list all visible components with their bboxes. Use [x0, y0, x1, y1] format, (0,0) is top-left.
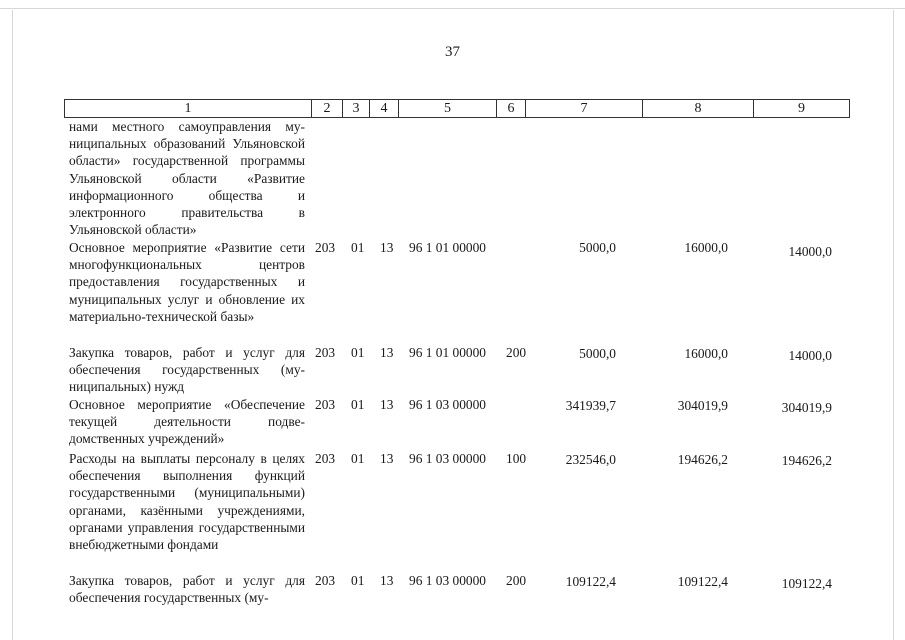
row-amount-8: 304019,9: [677, 398, 728, 413]
row-description: Основное мероприятие «Развитие сети многофункциональных центров предоставления государственных и муниципальных услуг и обновление их материально-технической базы»: [69, 240, 305, 324]
scan-edge-left: [12, 10, 13, 640]
row-amount-8: 194626,2: [677, 452, 728, 467]
row-code-subsection: 13: [380, 240, 394, 255]
row-amount-9: 194626,2: [781, 453, 832, 468]
row-amount-7: 232546,0: [565, 452, 616, 467]
row-code-section: 01: [351, 397, 365, 412]
scan-edge-right: [893, 10, 894, 640]
row-code-admin: 203: [315, 345, 336, 360]
row-amount-8: 16000,0: [684, 240, 728, 255]
row-amount-7: 341939,7: [565, 398, 616, 413]
column-header-5: 5: [399, 100, 497, 118]
row-code-type: 200: [506, 345, 527, 360]
row-code-target: 96 1 03 00000: [409, 397, 486, 412]
row-code-admin: 203: [315, 451, 336, 466]
page-number: 37: [445, 44, 460, 60]
row-code-admin: 203: [315, 573, 336, 588]
row-code-admin: 203: [315, 240, 336, 255]
column-header-9: 9: [754, 100, 850, 118]
row-amount-9: 304019,9: [781, 400, 832, 415]
column-header-8: 8: [643, 100, 754, 118]
column-header-3: 3: [343, 100, 370, 118]
row-code-section: 01: [351, 240, 365, 255]
row-amount-9: 14000,0: [788, 244, 832, 259]
row-description: Закупка товаров, работ и услуг для обеспечения государственных (му-: [69, 573, 305, 606]
row-amount-7: 109122,4: [565, 574, 616, 589]
row-description: Расходы на выплаты персоналу в целях обеспечения выполнения функций государственными (муниципальными) органами, казёнными учреждениями, органами управления государственными внебюджетными фондами: [69, 451, 305, 553]
row-code-subsection: 13: [380, 397, 394, 412]
column-header-1: 1: [65, 100, 312, 118]
row-code-subsection: 13: [380, 451, 394, 466]
row-description: Закупка товаров, работ и услуг для обеспечения государственных (муниципальных) нужд: [69, 345, 305, 395]
row-code-target: 96 1 03 00000: [409, 451, 486, 466]
row-code-subsection: 13: [380, 573, 394, 588]
scan-edge-top: [0, 8, 905, 9]
row-code-section: 01: [351, 345, 365, 360]
row-code-target: 96 1 01 00000: [409, 240, 486, 255]
row-amount-7: 5000,0: [579, 346, 616, 361]
column-header-6: 6: [497, 100, 526, 118]
row-code-section: 01: [351, 573, 365, 588]
column-header-row: [64, 99, 850, 118]
row-code-subsection: 13: [380, 345, 394, 360]
row-amount-7: 5000,0: [579, 240, 616, 255]
row-amount-9: 109122,4: [781, 576, 832, 591]
row-amount-8: 109122,4: [677, 574, 728, 589]
row-description: Основное мероприятие «Обеспечение текущей деятельности подведомственных учреждений»: [69, 397, 305, 447]
row-code-target: 96 1 01 00000: [409, 345, 486, 360]
column-header-7: 7: [526, 100, 643, 118]
column-header-4: 4: [370, 100, 399, 118]
column-header-2: 2: [312, 100, 343, 118]
row-code-admin: 203: [315, 397, 336, 412]
row-code-target: 96 1 03 00000: [409, 573, 486, 588]
row-code-type: 200: [506, 573, 527, 588]
row-amount-8: 16000,0: [684, 346, 728, 361]
row-code-type: 100: [506, 451, 527, 466]
row-amount-9: 14000,0: [788, 348, 832, 363]
row-description: нами местного самоуправления муниципальных образований Ульяновской области» государственной программы Ульяновской области «Развитие информационного общества и электронного правительства в Ульяновской области»: [69, 119, 305, 238]
row-code-section: 01: [351, 451, 365, 466]
